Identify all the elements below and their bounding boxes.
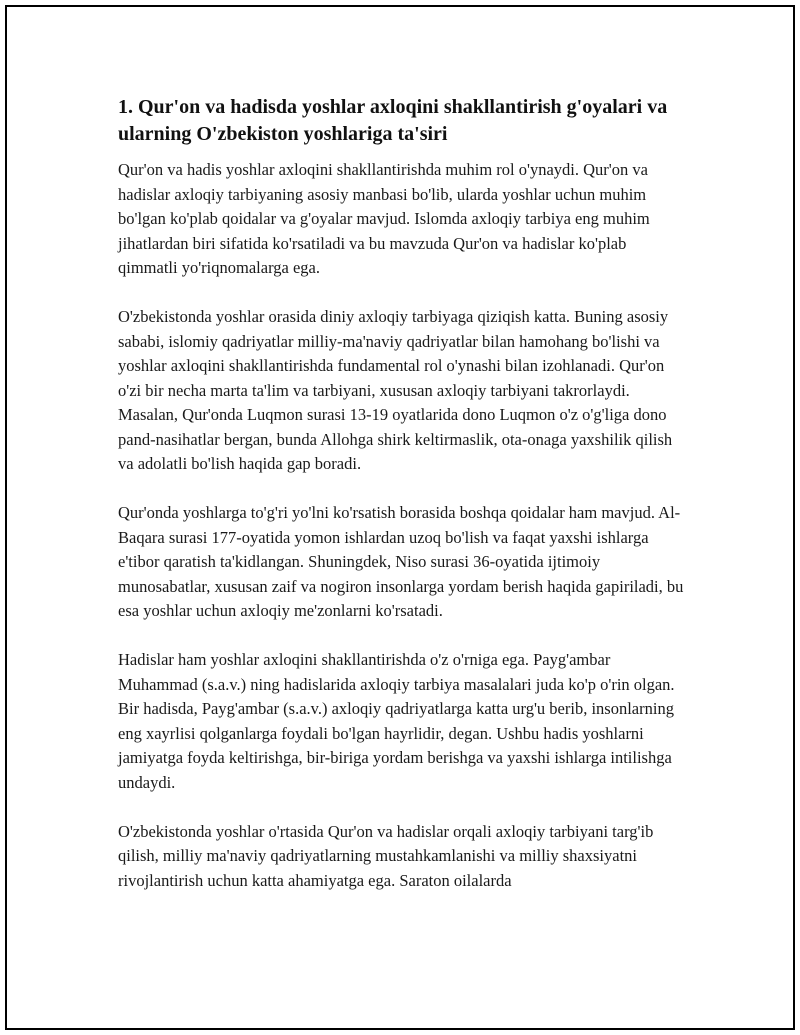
section-heading: 1. Qur'on va hadisda yoshlar axloqini shakllantirish g'oyalari va ularning O'zbekiston yoshlariga ta'siri — [118, 96, 668, 145]
paragraph-5: O'zbekistonda yoshlar o'rtasida Qur'on va hadislar orqali axloqiy tarbiyani targ'ib qilish, milliy ma'naviy qadriyatlarning mustahkamlanishi va milliy shaxsiyatni rivojlantirish uchun katta ahamiyatga ega. Saraton oilalarda — [118, 821, 654, 890]
paragraph-2: O'zbekistonda yoshlar orasida diniy axloqiy tarbiyaga qiziqish katta. Buning asosiy sababi, islomiy qadriyatlar milliy-ma'naviy qadriyatlar bilan hamohang bo'lishi va yoshlar axloqini shakllantirishda fundamental rol o'ynashi bilan izohlanadi. Qur'on o'zi bir necha marta ta'lim va tarbiyani, xususan axloqiy tarbiyani takrorlaydi. Masalan, Qur'onda Luqmon surasi 13-19 oyatlarida dono Luqmon o'z o'g'liga dono pand-nasihatlar bergan, bunda Allohga shirk keltirmaslik, ota-onaga yaxshilik qilish va adolatli bo'lish haqida gap boradi. — [118, 307, 673, 473]
paragraph-1: Qur'on va hadis yoshlar axloqini shakllantirishda muhim rol o'ynaydi. Qur'on va hadislar axloqiy tarbiyaning asosiy manbasi bo'lib, ularda yoshlar uchun muhim bo'lgan ko'plab qoidalar va g'oyalar mavjud. Islomda axloqiy tarbiya eng muhim jihatlardan biri sifatida ko'rsatiladi va bu mavzuda Qur'on va hadislar ko'plab qimmatli yo'riqnomalarga ega. — [118, 160, 650, 277]
paragraph-4: Hadislar ham yoshlar axloqini shakllantirishda o'z o'rniga ega. Payg'ambar Muhammad (s.a.v.) ning hadislarida axloqiy tarbiya masalalari juda ko'p o'rin olgan. Bir hadisda, Payg'ambar (s.a.v.) axloqiy qadriyatlarga katta urg'u berib, insonlarning eng xayrlisi qolganlarga foydali bo'lgan hayrlidir, degan. Ushbu hadis yoshlarni jamiyatga foyda keltirishga, bir-biriga yordam berishga va yaxshi ishlarga intilishga undaydi. — [118, 650, 675, 792]
paragraph-3: Qur'onda yoshlarga to'g'ri yo'lni ko'rsatish borasida boshqa qoidalar ham mavjud. Al-Baqara surasi 177-oyatida yomon ishlardan uzoq bo'lish va faqat yaxshi ishlarga e'tibor qaratish ta'kidlangan. Shuningdek, Niso surasi 36-oyatida ijtimoiy munosabatlar, xususan zaif va nogiron insonlarga yordam berish haqida gapiriladi, bu esa yoshlar uchun axloqiy me'zonlarni ko'rsatadi. — [118, 503, 684, 620]
document-body — [118, 94, 688, 918]
